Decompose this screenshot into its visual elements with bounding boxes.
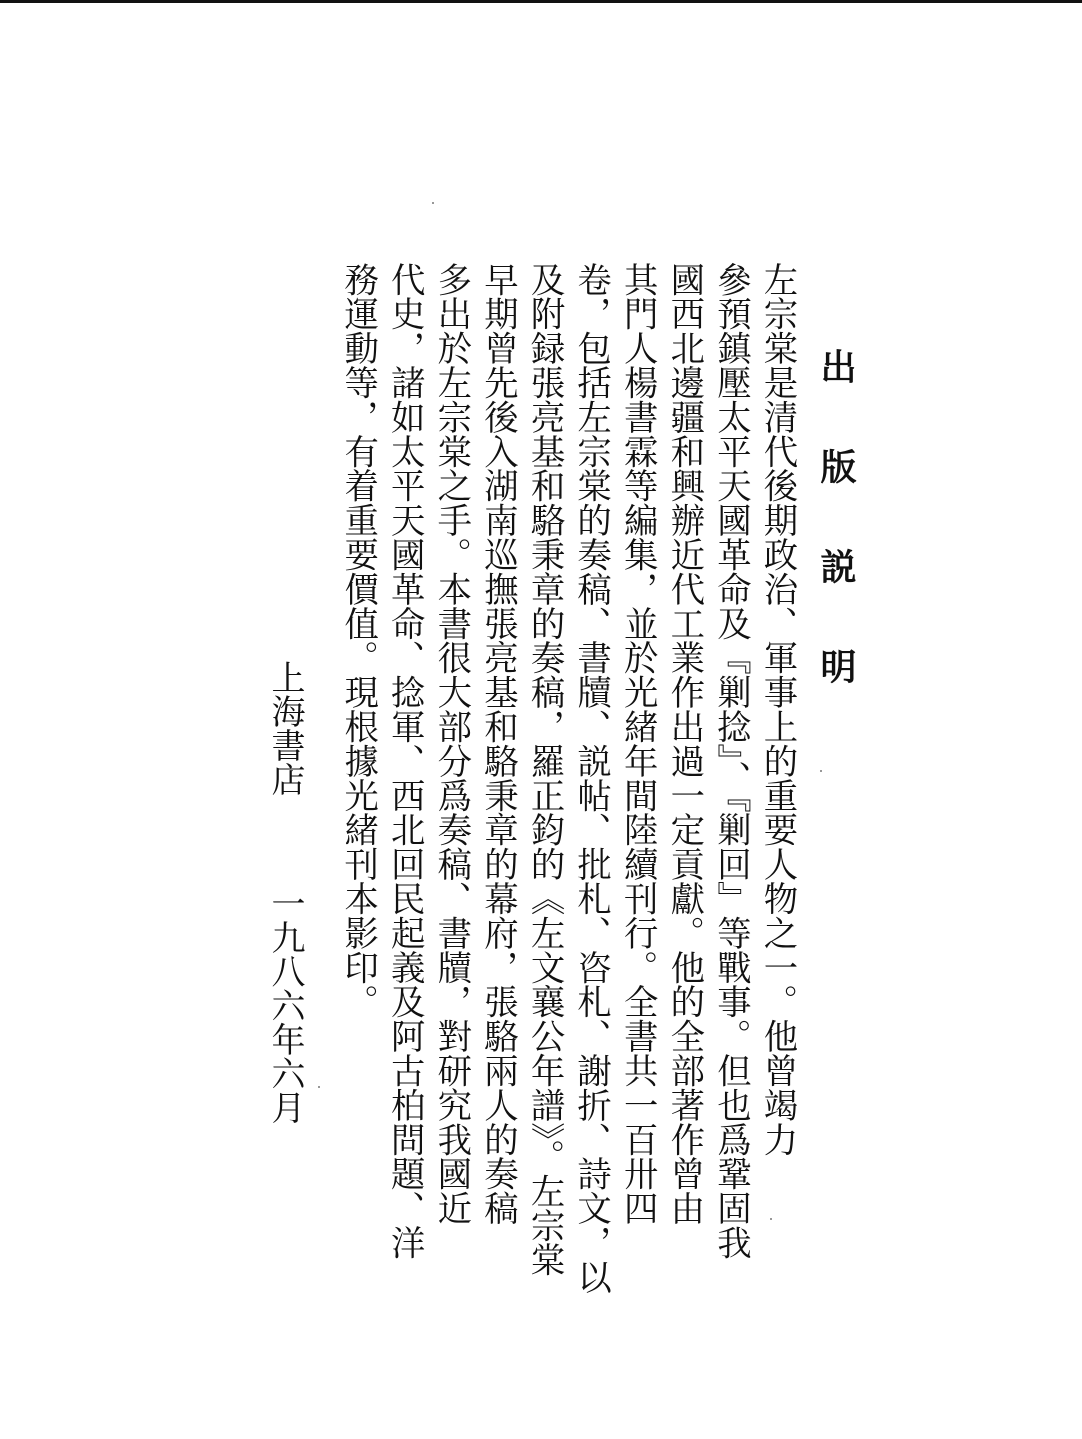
publication-date: 一九八六年六月 bbox=[265, 886, 305, 1124]
scan-speck bbox=[432, 202, 434, 204]
body-text bbox=[334, 262, 800, 1294]
body-column: 左宗棠是清代後期政治、軍事上的重要人物之一。他曾竭力 bbox=[757, 262, 797, 1157]
page-title: 出版説明 bbox=[815, 348, 856, 748]
body-column: 參預鎮壓太平天國革命及『剿捻』、『剿回』等戰事。但也爲鞏固我 bbox=[710, 262, 751, 1260]
body-column: 務運動等，有着重要價值。現根據光緒刊本影印。 bbox=[337, 262, 378, 1019]
body-column: 國西北邊疆和興辦近代工業作出過一定貢獻。他的全部著作曾由 bbox=[663, 262, 704, 1226]
scan-speck bbox=[318, 1086, 320, 1088]
scan-speck bbox=[820, 770, 822, 772]
body-column: 早期曾先後入湖南巡撫張亮基和駱秉章的幕府，張駱兩人的奏稿 bbox=[477, 262, 518, 1226]
colophon bbox=[262, 660, 308, 1124]
top-border-rule bbox=[0, 0, 1082, 3]
body-column: 卷，包括左宗棠的奏稿、書牘、説帖、批札、咨札、謝折、詩文，以 bbox=[570, 262, 611, 1294]
body-column: 其門人楊書霖等編集，並於光緒年間陸續刊行。全書共一百卅四 bbox=[617, 262, 658, 1226]
body-column: 代史，諸如太平天國革命、捻軍、西北回民起義及阿古柏問題、洋 bbox=[384, 262, 425, 1260]
body-column: 及附録張亮基和駱秉章的奏稿，羅正鈞的《左文襄公年譜》。左宗棠 bbox=[524, 262, 565, 1277]
body-column: 多出於左宗棠之手。本書很大部分爲奏稿、書牘，對研究我國近 bbox=[430, 262, 471, 1226]
publisher-name: 上海書店 bbox=[265, 660, 305, 796]
scan-speck bbox=[770, 1218, 772, 1220]
